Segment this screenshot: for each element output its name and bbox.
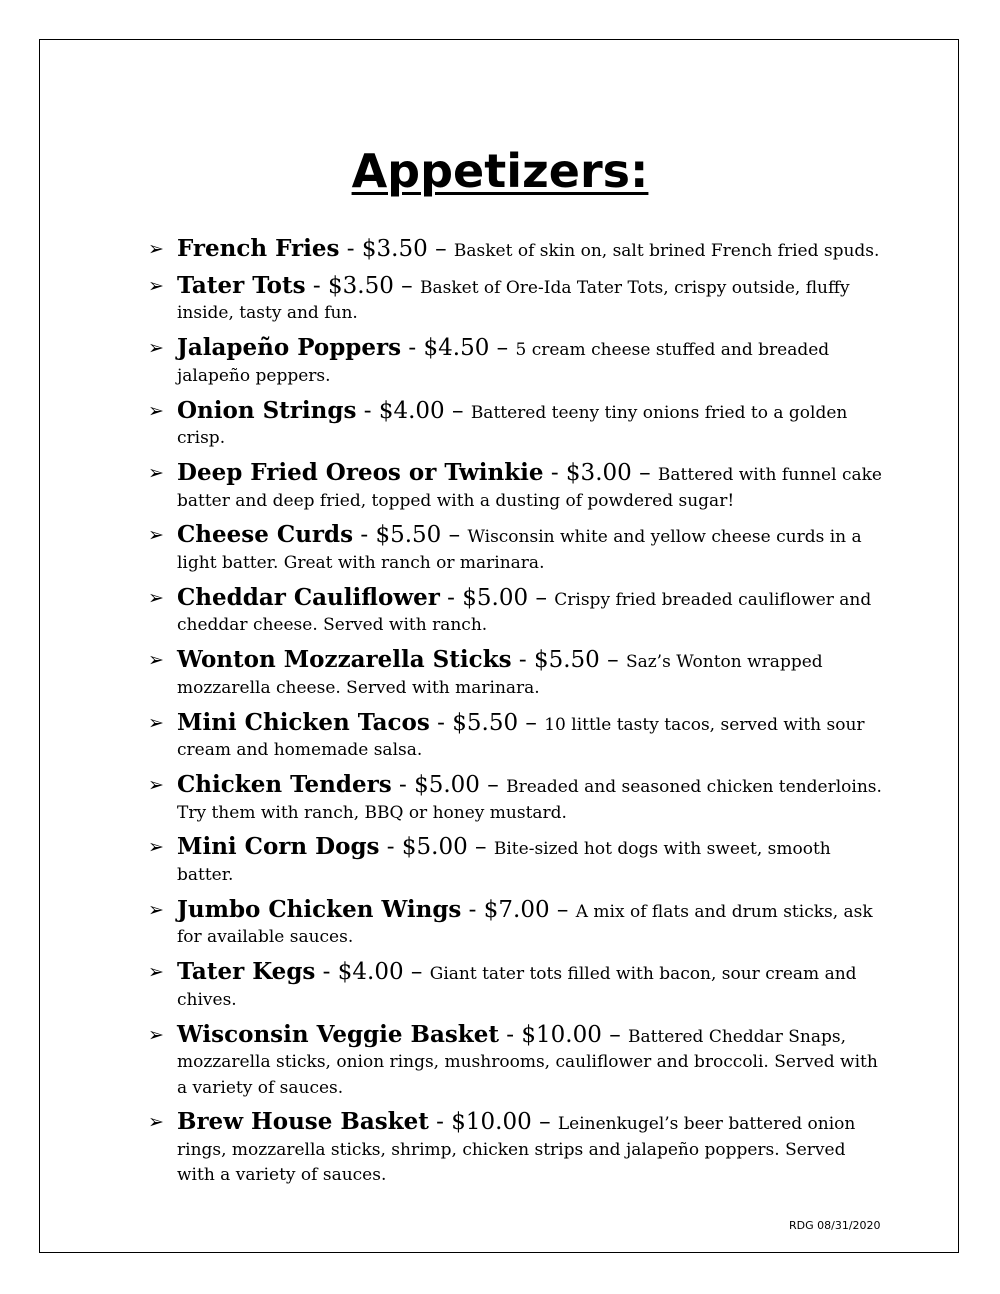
item-name: Brew House Basket [177, 1108, 429, 1136]
price-desc-separator: – [549, 896, 576, 923]
item-price: $4.00 [378, 397, 445, 424]
arrow-bullet-icon: ➢ [148, 337, 164, 360]
menu-item [148, 396, 888, 452]
item-price: $5.50 [452, 709, 519, 736]
arrow-bullet-icon: ➢ [148, 1111, 164, 1134]
name-price-separator: - [461, 896, 484, 923]
arrow-bullet-icon: ➢ [148, 462, 164, 485]
item-name: Wonton Mozzarella Sticks [177, 646, 512, 674]
arrow-bullet-icon: ➢ [148, 836, 164, 859]
item-name: Jalapeño Poppers [177, 334, 402, 362]
item-description: Leinenkugel’s beer battered onion rings, mozzarella sticks, shrimp, chicken strips and jalapeño poppers. Served with a variety of sauces. [177, 1114, 856, 1186]
item-price: $3.50 [361, 236, 428, 262]
item-price: $10.00 [451, 1109, 532, 1136]
item-price: $7.00 [483, 896, 550, 923]
name-price-separator: - [339, 236, 362, 262]
item-name: Cheddar Cauliflower [177, 583, 440, 611]
item-price: $5.00 [414, 772, 480, 799]
item-price: $4.00 [337, 959, 404, 986]
item-name: Tater Tots [177, 271, 306, 299]
item-name: French Fries [177, 235, 340, 262]
price-desc-separator: – [528, 584, 555, 611]
item-description: Wisconsin white and yellow cheese curds in a light batter. Great with ranch or marinara. [177, 527, 862, 573]
item-price: $5.50 [533, 647, 600, 674]
name-price-separator: - [353, 522, 376, 549]
menu-item [148, 458, 888, 514]
price-desc-separator: – [393, 272, 420, 299]
arrow-bullet-icon: ➢ [148, 524, 164, 547]
price-desc-separator: – [479, 772, 507, 799]
price-desc-separator: – [599, 647, 626, 674]
item-name: Mini Chicken Tacos [177, 708, 430, 736]
price-desc-separator: – [441, 522, 468, 549]
arrow-bullet-icon: ➢ [148, 1023, 164, 1046]
menu-item [148, 1020, 888, 1102]
name-price-separator: - [439, 584, 463, 611]
menu-item [148, 1107, 888, 1189]
name-price-separator: - [391, 772, 415, 799]
menu-item [148, 708, 888, 764]
item-description: A mix of flats and drum sticks, ask for available sauces. [177, 901, 873, 948]
menu-item [148, 234, 888, 265]
menu-item [148, 895, 888, 951]
arrow-bullet-icon: ➢ [148, 586, 164, 609]
item-name: Onion Strings [177, 396, 357, 424]
item-price: $4.50 [423, 335, 490, 362]
arrow-bullet-icon: ➢ [148, 961, 164, 984]
price-desc-separator: – [444, 397, 471, 424]
menu-item [148, 271, 888, 327]
arrow-bullet-icon: ➢ [148, 649, 164, 672]
item-description: 10 little tasty tacos, served with sour cream and homemade salsa. [177, 714, 865, 761]
menu-item [148, 957, 888, 1013]
item-name: Cheese Curds [177, 521, 354, 549]
menu-item [148, 832, 888, 888]
page-title [0, 143, 1000, 199]
item-name: Jumbo Chicken Wings [177, 895, 462, 923]
item-description: Breaded and seasoned chicken tenderloins. Try them with ranch, BBQ or honey mustard. [177, 777, 882, 823]
item-description: Giant tater tots filled with bacon, sour cream and chives. [177, 964, 857, 1010]
arrow-bullet-icon: ➢ [148, 711, 164, 734]
price-desc-separator: – [467, 834, 494, 861]
name-price-separator: - [428, 1109, 452, 1136]
menu-item [148, 333, 888, 389]
item-description: Crispy fried breaded cauliflower and cheddar cheese. Served with ranch. [177, 589, 872, 636]
appetizer-list [148, 234, 888, 1195]
arrow-bullet-icon: ➢ [148, 898, 164, 921]
item-price: $3.50 [328, 272, 394, 299]
item-price: $5.00 [462, 584, 529, 611]
price-desc-separator: – [427, 236, 454, 262]
name-price-separator: - [356, 397, 379, 424]
item-description: Saz’s Wonton wrapped mozzarella cheese. Served with marinara. [177, 652, 823, 698]
price-desc-separator: – [631, 460, 658, 487]
arrow-bullet-icon: ➢ [148, 238, 164, 260]
footer-revision-code: RDG 08/31/2020 [789, 1219, 881, 1232]
name-price-separator: - [305, 272, 328, 299]
menu-item [148, 583, 888, 639]
item-description: Battered Cheddar Snaps, mozzarella sticks, onion rings, mushrooms, cauliflower and broccoli. Served with a variety of sauces. [177, 1026, 878, 1098]
item-price: $5.50 [375, 522, 442, 549]
price-desc-separator: – [601, 1021, 629, 1048]
item-description: Basket of skin on, salt brined French fried spuds. [453, 241, 880, 261]
price-desc-separator: – [531, 1109, 558, 1136]
name-price-separator: - [543, 460, 566, 487]
arrow-bullet-icon: ➢ [148, 774, 164, 797]
item-name: Mini Corn Dogs [177, 833, 380, 861]
item-description: 5 cream cheese stuffed and breaded jalapeño peppers. [177, 340, 830, 386]
name-price-separator: - [499, 1021, 522, 1048]
menu-item [148, 770, 888, 826]
item-description: Battered teeny tiny onions fried to a golden crisp. [177, 402, 848, 449]
name-price-separator: - [315, 959, 338, 986]
arrow-bullet-icon: ➢ [148, 399, 164, 422]
item-name: Tater Kegs [177, 958, 316, 986]
name-price-separator: - [379, 834, 402, 861]
item-price: $3.00 [565, 460, 632, 487]
price-desc-separator: – [403, 959, 430, 986]
item-price: $10.00 [521, 1021, 602, 1048]
page-title-text: Appetizers: [351, 144, 649, 198]
name-price-separator: - [401, 335, 424, 362]
item-description: Bite-sized hot dogs with sweet, smooth batter. [177, 839, 831, 885]
menu-item [148, 645, 888, 701]
item-name: Wisconsin Veggie Basket [177, 1020, 499, 1048]
item-name: Deep Fried Oreos or Twinkie [177, 459, 544, 487]
name-price-separator: - [511, 647, 534, 674]
item-description: Basket of Ore-Ida Tater Tots, crispy outside, fluffy inside, tasty and fun. [177, 277, 850, 324]
arrow-bullet-icon: ➢ [148, 274, 164, 297]
price-desc-separator: – [518, 709, 545, 736]
menu-item [148, 520, 888, 576]
item-price: $5.00 [401, 834, 468, 861]
item-description: Battered with funnel cake batter and deep fried, topped with a dusting of powdered sugar! [177, 465, 882, 511]
item-name: Chicken Tenders [177, 771, 392, 799]
name-price-separator: - [429, 709, 453, 736]
price-desc-separator: – [489, 335, 516, 362]
